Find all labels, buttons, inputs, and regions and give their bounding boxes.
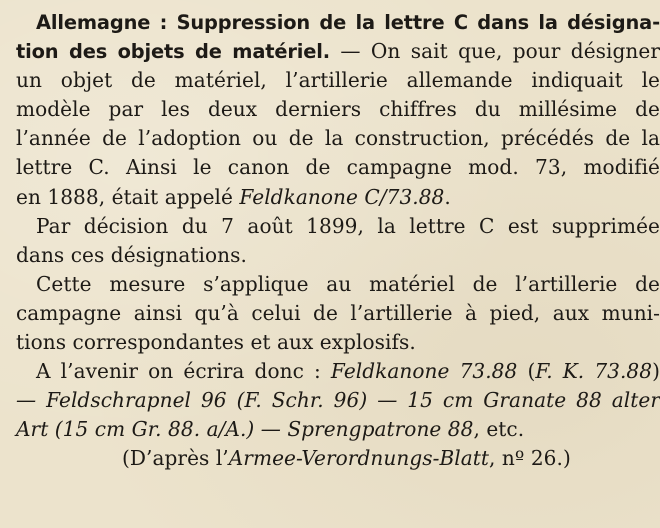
paragraph-4-line-3-end: , etc. xyxy=(473,417,525,442)
paragraph-3-line-3: tions correspondantes et aux explosifs. xyxy=(16,330,416,355)
article-line-2 xyxy=(16,37,660,66)
source-citation-start: (D’après l’ xyxy=(122,446,229,471)
paragraph-1-line-6 xyxy=(16,183,660,212)
paragraph-4-line-1-mid: ( xyxy=(517,359,536,384)
paragraph-3-line-2: campagne ainsi qu’à celui de l’artillerie à pied, aux muni- xyxy=(16,300,660,325)
sprengpatrone-designation: Art (15 cm Gr. 88. a/A.) — Sprengpatrone 88 xyxy=(16,417,474,442)
article-title-part1: Allemagne : Suppression de la lettre C dans la désigna- xyxy=(36,11,660,34)
article-line-1 xyxy=(16,8,660,37)
paragraph-2-line-1: Par décision du 7 août 1899, la lettre C est supprimée xyxy=(36,213,660,238)
paragraph-4-line-1-end: ) xyxy=(652,359,660,384)
feldkanone-old-designation: Feldkanone C/73.88 xyxy=(239,184,445,209)
paragraph-4-line-1-start: A l’avenir on écrira donc : xyxy=(36,359,331,384)
article-body xyxy=(16,8,660,474)
paragraph-1-line-5: lettre C. Ainsi le canon de campagne mod. 73, modifié xyxy=(16,155,660,180)
source-citation xyxy=(16,444,660,473)
paragraph-1-line-4: l’année de l’adoption ou de la construction, précédés de la xyxy=(16,126,660,151)
paragraph-1-line-6-start: en 1888, était appelé xyxy=(16,184,240,209)
paragraph-3-line-1: Cette mesure s’applique au matériel de l’artillerie de xyxy=(36,271,660,296)
feldkanone-new-designation: Feldkanone 73.88 xyxy=(330,359,518,384)
paragraph-1-line-2: un objet de matériel, l’artillerie allemande indiquait le xyxy=(16,68,660,93)
paragraph-1-line-1-rest: — On sait que, pour désigner xyxy=(330,39,660,64)
paragraph-4-line-3 xyxy=(16,415,660,444)
fk-abbreviation: F. K. 73.88 xyxy=(535,359,653,384)
article-title-part2: tion des objets de matériel. xyxy=(16,40,331,64)
paragraph-4-line-1 xyxy=(16,357,660,386)
paragraph-1-line-3: modèle par les deux derniers chiffres du millésime de xyxy=(16,97,660,122)
paragraph-2-line-2: dans ces désignations. xyxy=(16,242,247,267)
paragraph-1-line-6-end: . xyxy=(444,184,451,209)
source-publication: Armee-Verordnungs-Blatt xyxy=(228,446,490,471)
feldschrapnel-designation: — Feldschrapnel 96 (F. Schr. 96) — 15 cm Granate 88 alter xyxy=(16,388,660,413)
paragraph-4-line-2 xyxy=(16,386,660,415)
source-citation-end: , nº 26.) xyxy=(489,446,571,471)
